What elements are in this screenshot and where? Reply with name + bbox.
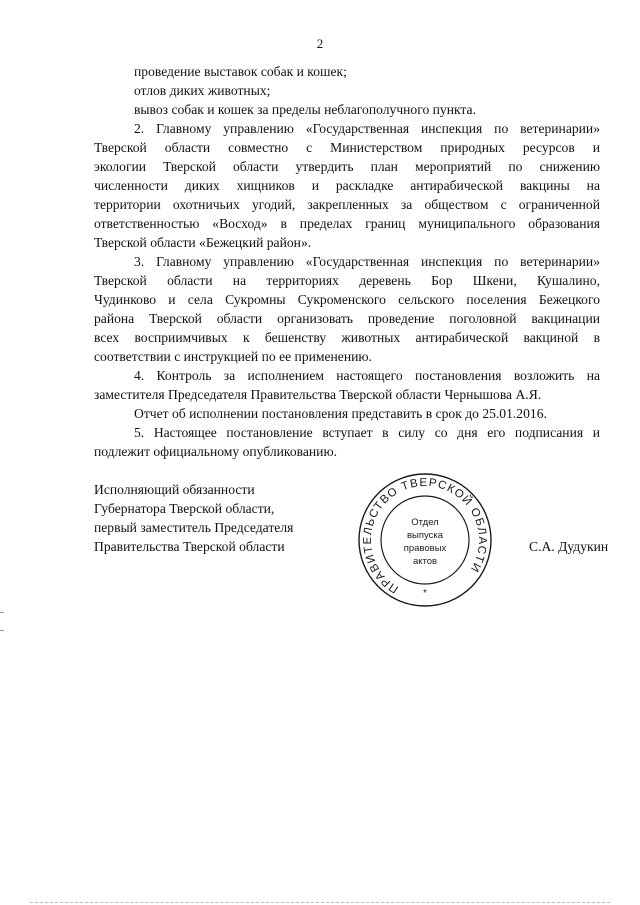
signer-block — [94, 480, 364, 556]
text-line: подлежит официальному опубликованию. — [94, 444, 338, 459]
text-line: всех восприимчивых к бешенству животных антирабической вакциной в — [94, 330, 600, 345]
text-line: соответствии с инструкцией по ее применению. — [94, 349, 372, 364]
text-line: 5. Настоящее постановление вступает в силу со дня его подписания и — [134, 425, 600, 440]
text-line: Чудинково и села Сукромны Сукроменского сельского поселения Бежецкого — [94, 292, 600, 307]
seal-star-icon: * — [423, 588, 427, 599]
text-line: Тверской области на территориях деревень Бор Шкени, Кушалино, — [94, 273, 600, 288]
text-line: района Тверской области организовать проведение поголовной вакцинации — [94, 311, 600, 326]
signature-name: С.А. Дудукин — [529, 539, 609, 554]
seal-center-line: актов — [412, 556, 438, 567]
signer-line: первый заместитель Председателя — [94, 520, 294, 535]
seal-ring-text: ПРАВИТЕЛЬСТВО ТВЕРСКОЙ ОБЛАСТИ — [362, 476, 489, 596]
text-line: 2. Главному управлению «Государственная инспекция по ветеринарии» — [134, 121, 600, 136]
signer-line: Исполняющий обязанности — [94, 482, 255, 497]
margin-mark — [0, 630, 4, 631]
text-line: 4. Контроль за исполнением настоящего постановления возложить на — [134, 368, 600, 383]
page-number: 2 — [316, 36, 324, 51]
seal-center-line: выпуска — [406, 530, 444, 541]
official-seal — [355, 470, 495, 610]
seal-center-line: правовых — [403, 543, 447, 554]
text-line: заместителя Председателя Правительства Тверской области Чернышова А.Я. — [94, 387, 542, 402]
text-line: отлов диких животных; — [134, 83, 271, 98]
text-line: 3. Главному управлению «Государственная инспекция по ветеринарии» — [134, 254, 600, 269]
signer-line: Губернатора Тверской области, — [94, 501, 275, 516]
text-line: экологии Тверской области утвердить план мероприятий по снижению — [94, 159, 600, 174]
text-line: численности диких хищников и раскладке антирабической вакцины на — [94, 178, 600, 193]
text-line: территории охотничьих угодий, закрепленных за обществом с ограниченной — [94, 197, 600, 212]
text-line: проведение выставок собак и кошек; — [134, 64, 347, 79]
seal-center-line: Отдел — [411, 517, 439, 528]
text-line: вывоз собак и кошек за пределы неблагополучного пункта. — [134, 102, 476, 117]
signer-line: Правительства Тверской области — [94, 539, 285, 554]
bottom-scan-line — [30, 902, 610, 904]
text-line: Тверской области «Бежецкий район». — [94, 235, 312, 250]
margin-mark — [0, 612, 4, 613]
text-line: ответственностью «Восход» в пределах границ муниципального образования — [94, 216, 600, 231]
text-line: Отчет об исполнении постановления представить в срок до 25.01.2016. — [134, 406, 547, 421]
text-line: Тверской области совместно с Министерством природных ресурсов и — [94, 140, 600, 155]
document-body — [94, 62, 600, 461]
